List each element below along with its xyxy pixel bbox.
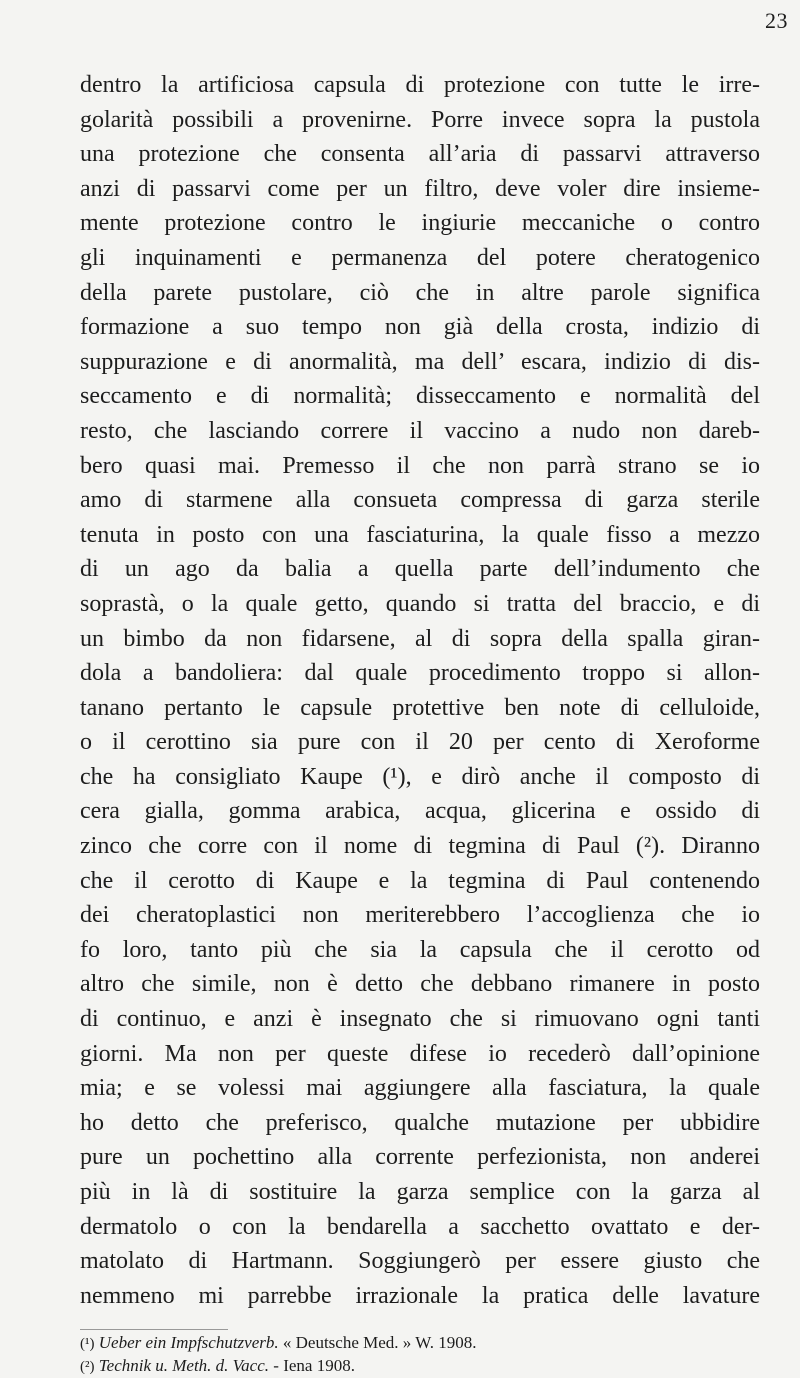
text-line: formazione a suo tempo non già della crosta, indizio di (80, 314, 760, 341)
text-line: amo di starmene alla consueta compressa di garza sterile (80, 487, 760, 514)
text-line: giorni. Ma non per queste difese io recederò dall’opinione (80, 1040, 760, 1067)
page-number: 23 (765, 8, 788, 33)
text-line: matolato di Hartmann. Soggiungerò per essere giusto che (80, 1248, 760, 1275)
text-line: nemmeno mi parrebbe irrazionale la pratica delle lavature (80, 1282, 760, 1309)
footnote-2 (80, 1355, 780, 1378)
text-line: più in là di sostituire la garza semplice con la garza al (80, 1179, 760, 1205)
footnote-title: Technik u. Meth. d. Vacc. (98, 1356, 270, 1375)
text-line: cera gialla, gomma arabica, acqua, glicerina e ossido di (80, 798, 760, 825)
text-line: dola a bandoliera: dal quale procedimento troppo si allon- (80, 660, 760, 687)
text-line: che ha consigliato Kaupe (¹), e dirò anche il composto di (80, 763, 760, 790)
text-line: altro che simile, non è detto che debbano rimanere in posto (80, 971, 760, 998)
text-line: una protezione che consenta all’aria di passarvi attraverso (80, 141, 760, 168)
text-line: seccamento e di normalità; disseccamento e normalità del (80, 383, 760, 410)
text-line: anzi di passarvi come per un filtro, deve voler dire insieme- (80, 175, 760, 202)
footnote-source: « Deutsche Med. » W. 1908. (282, 1333, 477, 1352)
text-line: o il cerottino sia pure con il 20 per cento di Xeroforme (80, 729, 760, 756)
text-line: della parete pustolare, ciò che in altre parole significa (80, 279, 760, 306)
text-line: di continuo, e anzi è insegnato che si rimuovano ogni tanti (80, 1006, 760, 1033)
text-line: bero quasi mai. Premesso il che non parrà strano se io (80, 452, 760, 479)
text-line: golarità possibili a provenirne. Porre invece sopra la pustola (80, 106, 760, 133)
footnote-1 (80, 1332, 780, 1355)
footnote-rule (80, 1329, 228, 1330)
text-line: gli inquinamenti e permanenza del potere cheratogenico (80, 244, 760, 271)
text-line: ho detto che preferisco, qualche mutazione per ubbidire (80, 1109, 760, 1136)
body-text (80, 68, 760, 1313)
text-line: dermatolo o con la bendarella a sacchetto ovattato e der- (80, 1213, 760, 1240)
text-line: tenuta in posto con una fasciaturina, la quale fisso a mezzo (80, 521, 760, 548)
text-line: tanano pertanto le capsule protettive ben note di celluloide, (80, 694, 760, 721)
text-line: dentro la artificiosa capsula di protezione con tutte le irre- (80, 72, 760, 98)
text-line: pure un pochettino alla corrente perfezionista, non anderei (80, 1144, 760, 1171)
text-line: resto, che lasciando correre il vaccino a nudo non dareb- (80, 417, 760, 444)
text-line: dei cheratoplastici non meriterebbero l’accoglienza che io (80, 902, 760, 929)
text-line: che il cerotto di Kaupe e la tegmina di Paul contenendo (80, 867, 760, 894)
text-line: soprastà, o la quale getto, quando si tratta del braccio, e di (80, 590, 760, 617)
footnotes (80, 1332, 780, 1378)
footnote-number: (¹) (80, 1336, 95, 1352)
footnote-title: Ueber ein Impfschutzverb. (98, 1333, 279, 1352)
footnote-source: - Iena 1908. (273, 1356, 355, 1375)
text-line: un bimbo da non fidarsene, al di sopra della spalla giran- (80, 625, 760, 652)
footnote-number: (²) (80, 1359, 95, 1375)
text-line: mente protezione contro le ingiurie meccaniche o contro (80, 210, 760, 237)
text-line: suppurazione e di anormalità, ma dell’ escara, indizio di dis- (80, 348, 760, 375)
text-line: fo loro, tanto più che sia la capsula che il cerotto od (80, 936, 760, 963)
text-line: di un ago da balia a quella parte dell’indumento che (80, 556, 760, 583)
text-line: zinco che corre con il nome di tegmina di Paul (²). Diranno (80, 833, 760, 860)
text-line: mia; e se volessi mai aggiungere alla fasciatura, la quale (80, 1075, 760, 1102)
